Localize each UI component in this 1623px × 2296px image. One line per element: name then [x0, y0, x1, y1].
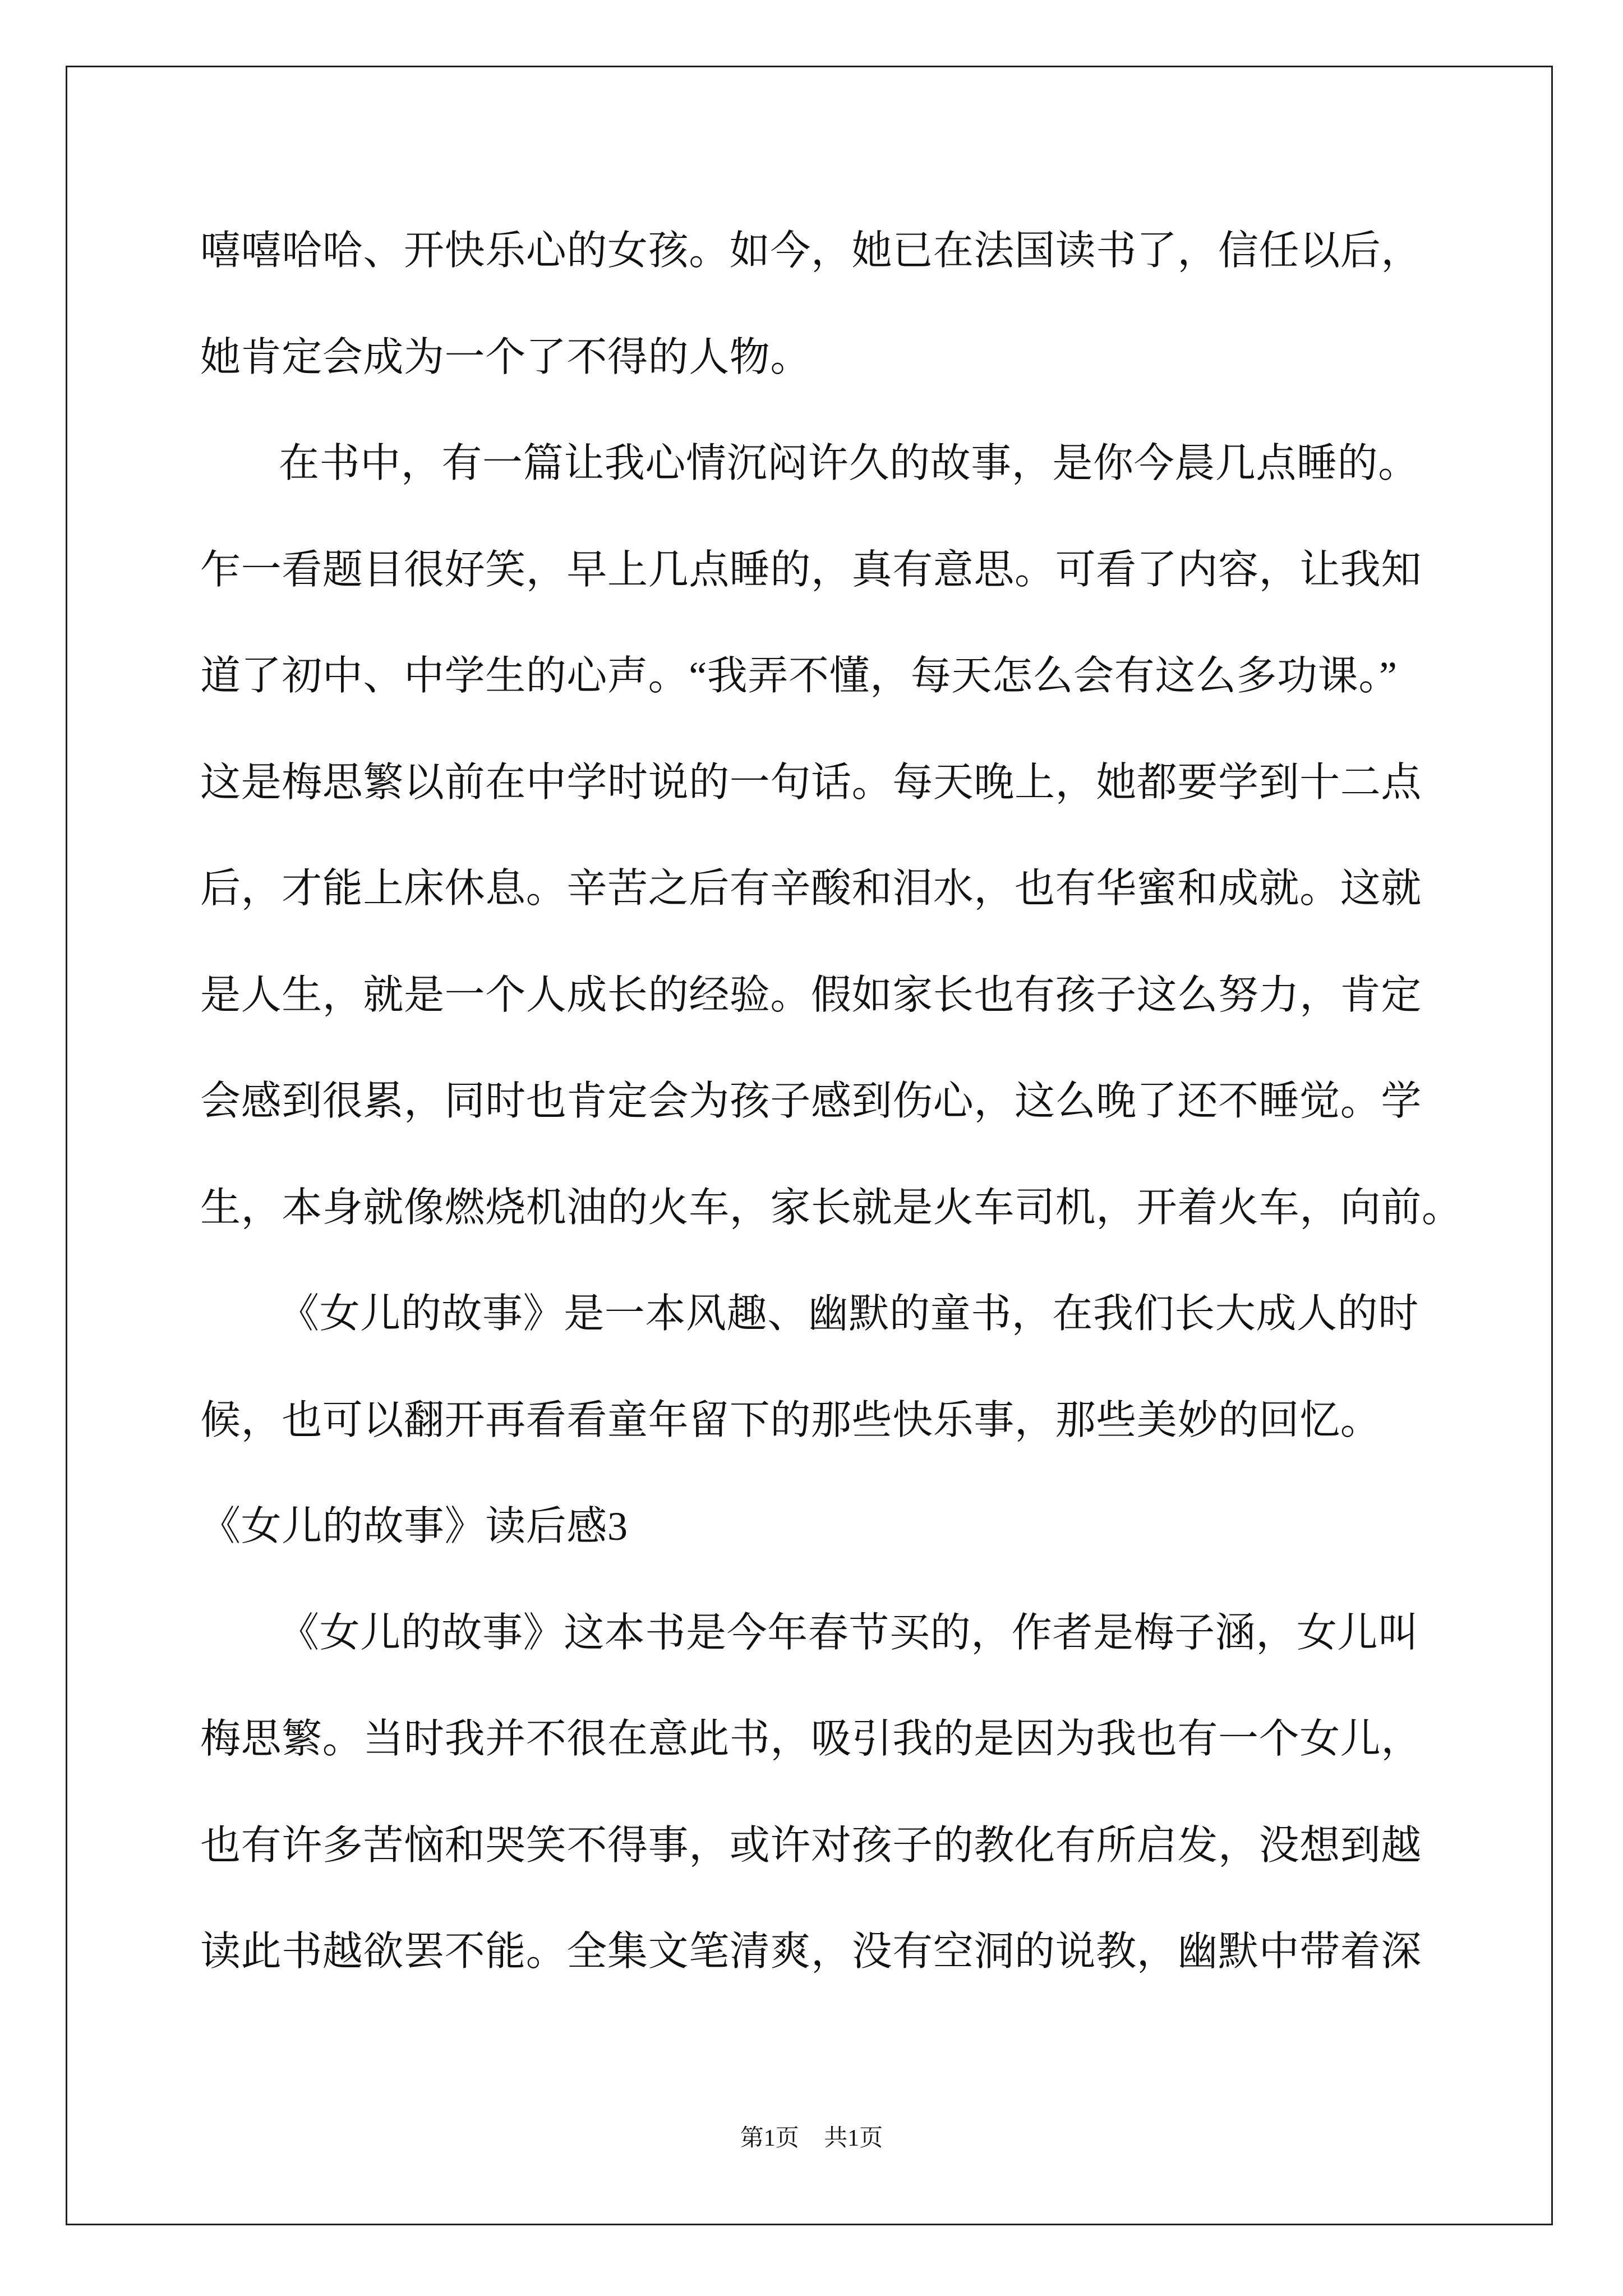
- text-line: 乍一看题目很好笑，早上几点睡的，真有意思。可看了内容，让我知: [200, 547, 1422, 592]
- text-line: 嘻嘻哈哈、开快乐心的女孩。如今，她已在法国读书了，信任以后，: [200, 228, 1422, 273]
- paragraph-start-line: 《女儿的故事》是一本风趣、幽默的童书，在我们长大成人的时: [279, 1291, 1419, 1336]
- page-number-footer: 第1页 共1页: [740, 2125, 883, 2151]
- section-heading: 《女儿的故事》读后感3: [200, 1504, 628, 1549]
- text-line: 她肯定会成为一个了不得的人物。: [200, 334, 811, 380]
- text-line: 也有许多苦恼和哭笑不得事，或许对孩子的教化有所启发，没想到越: [200, 1823, 1422, 1868]
- text-line: 这是梅思繁以前在中学时说的一句话。每天晚上，她都要学到十二点: [200, 760, 1422, 805]
- text-line: 会感到很累，同时也肯定会为孩子感到伤心，这么晚了还不睡觉。学: [200, 1079, 1422, 1124]
- text-line: 生，本身就像燃烧机油的火车，家长就是火车司机，开着火车，向前。: [200, 1185, 1463, 1230]
- text-line: 后，才能上床休息。辛苦之后有辛酸和泪水，也有华蜜和成就。这就: [200, 866, 1422, 911]
- document-body: [200, 198, 1490, 2005]
- text-line: 候，也可以翻开再看看童年留下的那些快乐事，那些美妙的回忆。: [200, 1397, 1381, 1443]
- paragraph-start-line: 在书中，有一篇让我心情沉闷许久的故事，是你今晨几点睡的。: [279, 441, 1419, 486]
- text-line: 是人生，就是一个人成长的经验。假如家长也有孩子这么努力，肯定: [200, 972, 1422, 1018]
- text-line: 读此书越欲罢不能。全集文笔清爽，没有空洞的说教，幽默中带着深: [200, 1929, 1422, 1974]
- text-line: 道了初中、中学生的心声。“我弄不懂，每天怎么会有这么多功课。”: [200, 654, 1398, 698]
- paragraph-start-line: 《女儿的故事》这本书是今年春节买的，作者是梅子涵，女儿叫: [279, 1610, 1419, 1655]
- text-line: 梅思繁。当时我并不很在意此书，吸引我的是因为我也有一个女儿，: [200, 1717, 1422, 1761]
